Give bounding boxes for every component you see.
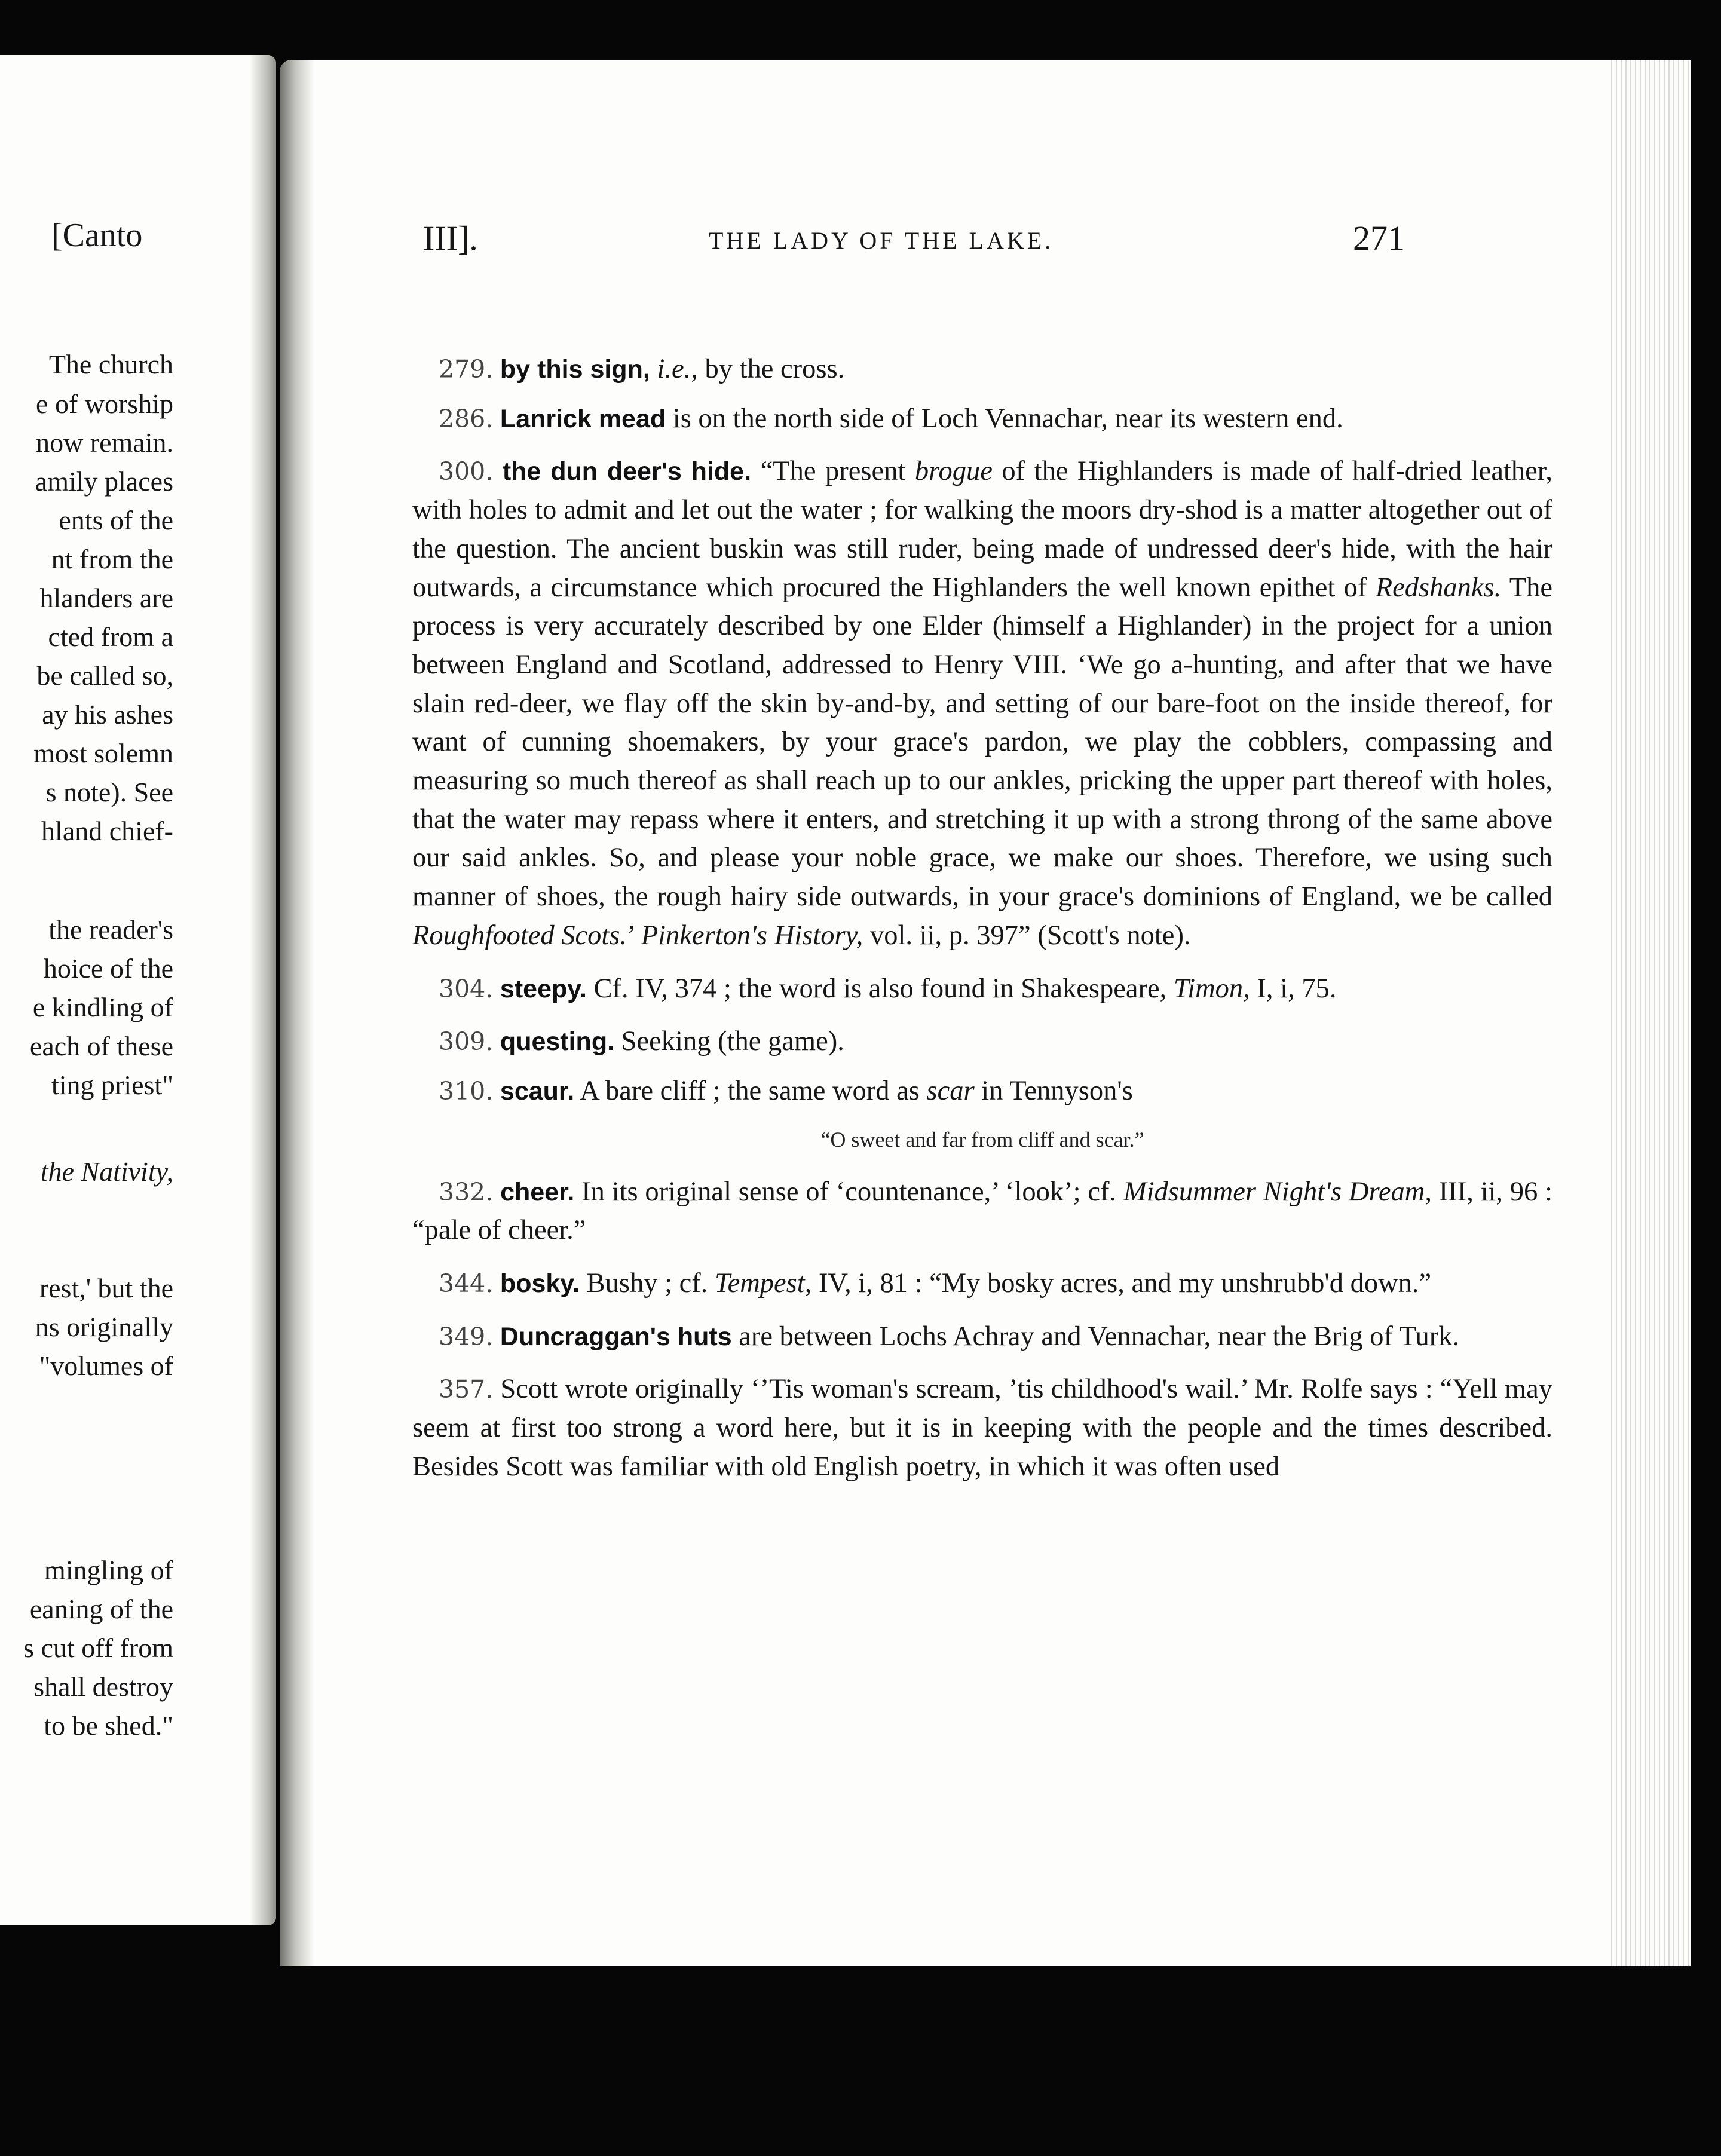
left-page-line: s note). See [45,777,173,807]
left-page-line: to be shed." [44,1710,173,1741]
note-text: Scott wrote originally ‘’Tis woman's scream, ’tis childhood's wail.’ Mr. Rolfe says : “Yell may seem at first too strong a word here, but it is in keeping with the people and the times described. Besides Scott was familiar with old English poetry, in which it was often used [412,1374,1552,1482]
note-text: is on the north side of Loch Vennachar, near its western end. [666,403,1343,434]
left-page-line: shall destroy [33,1671,173,1702]
note-keyword: Duncraggan's huts [500,1322,732,1351]
left-page-line: ns originally [35,1312,173,1342]
note-344 [412,1264,1552,1303]
note-italic: Midsummer Night's Dream, [1123,1176,1432,1207]
left-page-line: the Nativity, [40,1156,173,1187]
notes-body [412,350,1552,1501]
note-text: of the Highlanders is made of half-dried leather, with holes to admit and let out the water ; for walking the moors dry-shod is a matter altogether out of the question. The ancient buskin was still ruder, being made of undressed deer's hide, with the hair outwards, a circumstance which procured the Highlanders the well known epithet of [412,456,1553,603]
note-italic: Redshanks. [1375,572,1502,603]
note-357 [412,1370,1552,1486]
left-page-line: hoice of the [43,953,173,984]
note-keyword: cheer. [500,1177,575,1206]
note-keyword: the dun deer's hide. [502,457,752,486]
left-page-line: s cut off from [23,1633,173,1663]
left-page-line: e of worship [36,388,173,419]
note-italic: Timon, [1173,973,1250,1004]
note-number: 310. [439,1076,494,1105]
right-gutter-shadow [280,60,314,1966]
note-text: Cf. IV, 374 ; the word is also found in Shakespeare, [586,973,1174,1004]
left-facing-page [0,55,276,1925]
note-number: 300. [439,457,494,486]
note-text: I, i, 75. [1250,973,1337,1004]
left-page-line: now remain. [36,427,173,458]
note-349 [412,1318,1552,1356]
note-text: Bushy ; cf. [579,1268,715,1299]
note-number: 309. [439,1027,494,1056]
left-gutter-shadow [250,55,276,1925]
note-text: IV, i, 81 : “My bosky acres, and my unshrubb'd down.” [811,1268,1432,1299]
note-300 [412,452,1552,955]
note-italic: Pinkerton's History, [641,920,863,951]
note-text: Seeking (the game). [614,1026,844,1057]
note-keyword: steepy. [500,974,587,1003]
note-text: vol. ii, p. 397” (Scott's note). [863,920,1191,951]
note-304 [412,970,1552,1009]
note-italic: Tempest, [714,1268,812,1299]
page-edges [1607,60,1691,1966]
note-keyword: scaur. [500,1076,575,1105]
note-number: 304. [439,974,494,1003]
note-text: are between Lochs Achray and Vennachar, near the Brig of Turk. [731,1321,1460,1352]
note-number: 344. [439,1269,494,1298]
note-keyword: bosky. [500,1269,580,1298]
note-italic: brogue [914,456,993,487]
note-286 [412,400,1552,439]
left-running-head: [Canto [51,217,143,254]
left-page-line: nt from the [51,544,173,574]
left-page-line: ting priest" [51,1070,173,1100]
left-page-line: rest,' but the [39,1273,173,1303]
note-text: The process is very accurately described by one Elder (himself a Highlander) in the project for a union between England and Scotland, addressed to Henry VIII. ‘We go a-hunting, and after that we have slain red-deer, we flay off the skin by-and-by, and setting of our bare-foot on the inside thereof, for want of cunning shoemakers, by your grace's pardon, we play the cobblers, compassing and measuring so much thereof as shall reach up to our ankles, pricking the upper part thereof with holes, that the water may repass where it enters, and stretching it up with a strong throng of the same above our said ankles. So, and please your noble grace, we make our shoes. Therefore, we using such manner of shoes, the rough hairy side outwards, in your grace's dominions of England, we be called [412,572,1552,912]
right-page [280,60,1691,1966]
note-keyword: by this sign, [500,355,650,384]
note-keyword: Lanrick mead [500,404,666,433]
note-number: 279. [439,355,494,384]
note-text: , by the cross. [691,354,845,384]
running-head [280,218,1691,266]
left-page-line: hlanders are [39,583,173,613]
note-text: In its original sense of ‘countenance,’ ‘look’; cf. [574,1176,1123,1207]
left-page-line: eaning of the [29,1594,173,1624]
note-keyword: questing. [500,1027,615,1056]
note-text: in Tennyson's [974,1075,1133,1106]
running-head-title: THE LADY OF THE LAKE. [709,227,1054,254]
note-309 [412,1022,1552,1061]
note-number: 357. [439,1375,494,1404]
note-italic: i.e. [657,354,691,384]
left-page-line: ay his ashes [42,699,173,730]
note-italic: Roughfooted Scots. [412,920,627,951]
left-page-line: be called so, [36,660,173,691]
note-279 [412,350,1552,389]
left-page-line: mingling of [44,1555,173,1585]
left-page-line: amily places [35,466,173,497]
note-text: ’ [627,920,641,951]
page-number: 271 [1353,219,1405,258]
running-head-canto: III]. [423,219,478,258]
note-italic: scar [926,1075,975,1106]
left-page-line: ents of the [59,505,173,535]
left-page-line: The church [48,349,173,379]
left-page-line: most solemn [33,738,173,768]
note-number: 286. [439,404,494,433]
left-page-line: each of these [29,1031,173,1061]
left-page-line: e kindling of [32,992,173,1022]
left-page-line: the reader's [48,914,173,945]
note-text: A bare cliff ; the same word as [574,1075,927,1106]
left-page-line: hland chief- [41,816,173,846]
note-number: 349. [439,1322,494,1351]
note-text: III, ii, 96 : “pale of cheer.” [412,1176,1552,1246]
note-332 [412,1173,1552,1250]
note-text: “The present [751,456,915,487]
note-310 [412,1072,1552,1111]
note-number: 332. [439,1177,494,1206]
left-page-line: cted from a [48,621,173,652]
block-quote: “O sweet and far from cliff and scar.” [820,1127,1144,1152]
left-page-line: "volumes of [39,1350,173,1381]
